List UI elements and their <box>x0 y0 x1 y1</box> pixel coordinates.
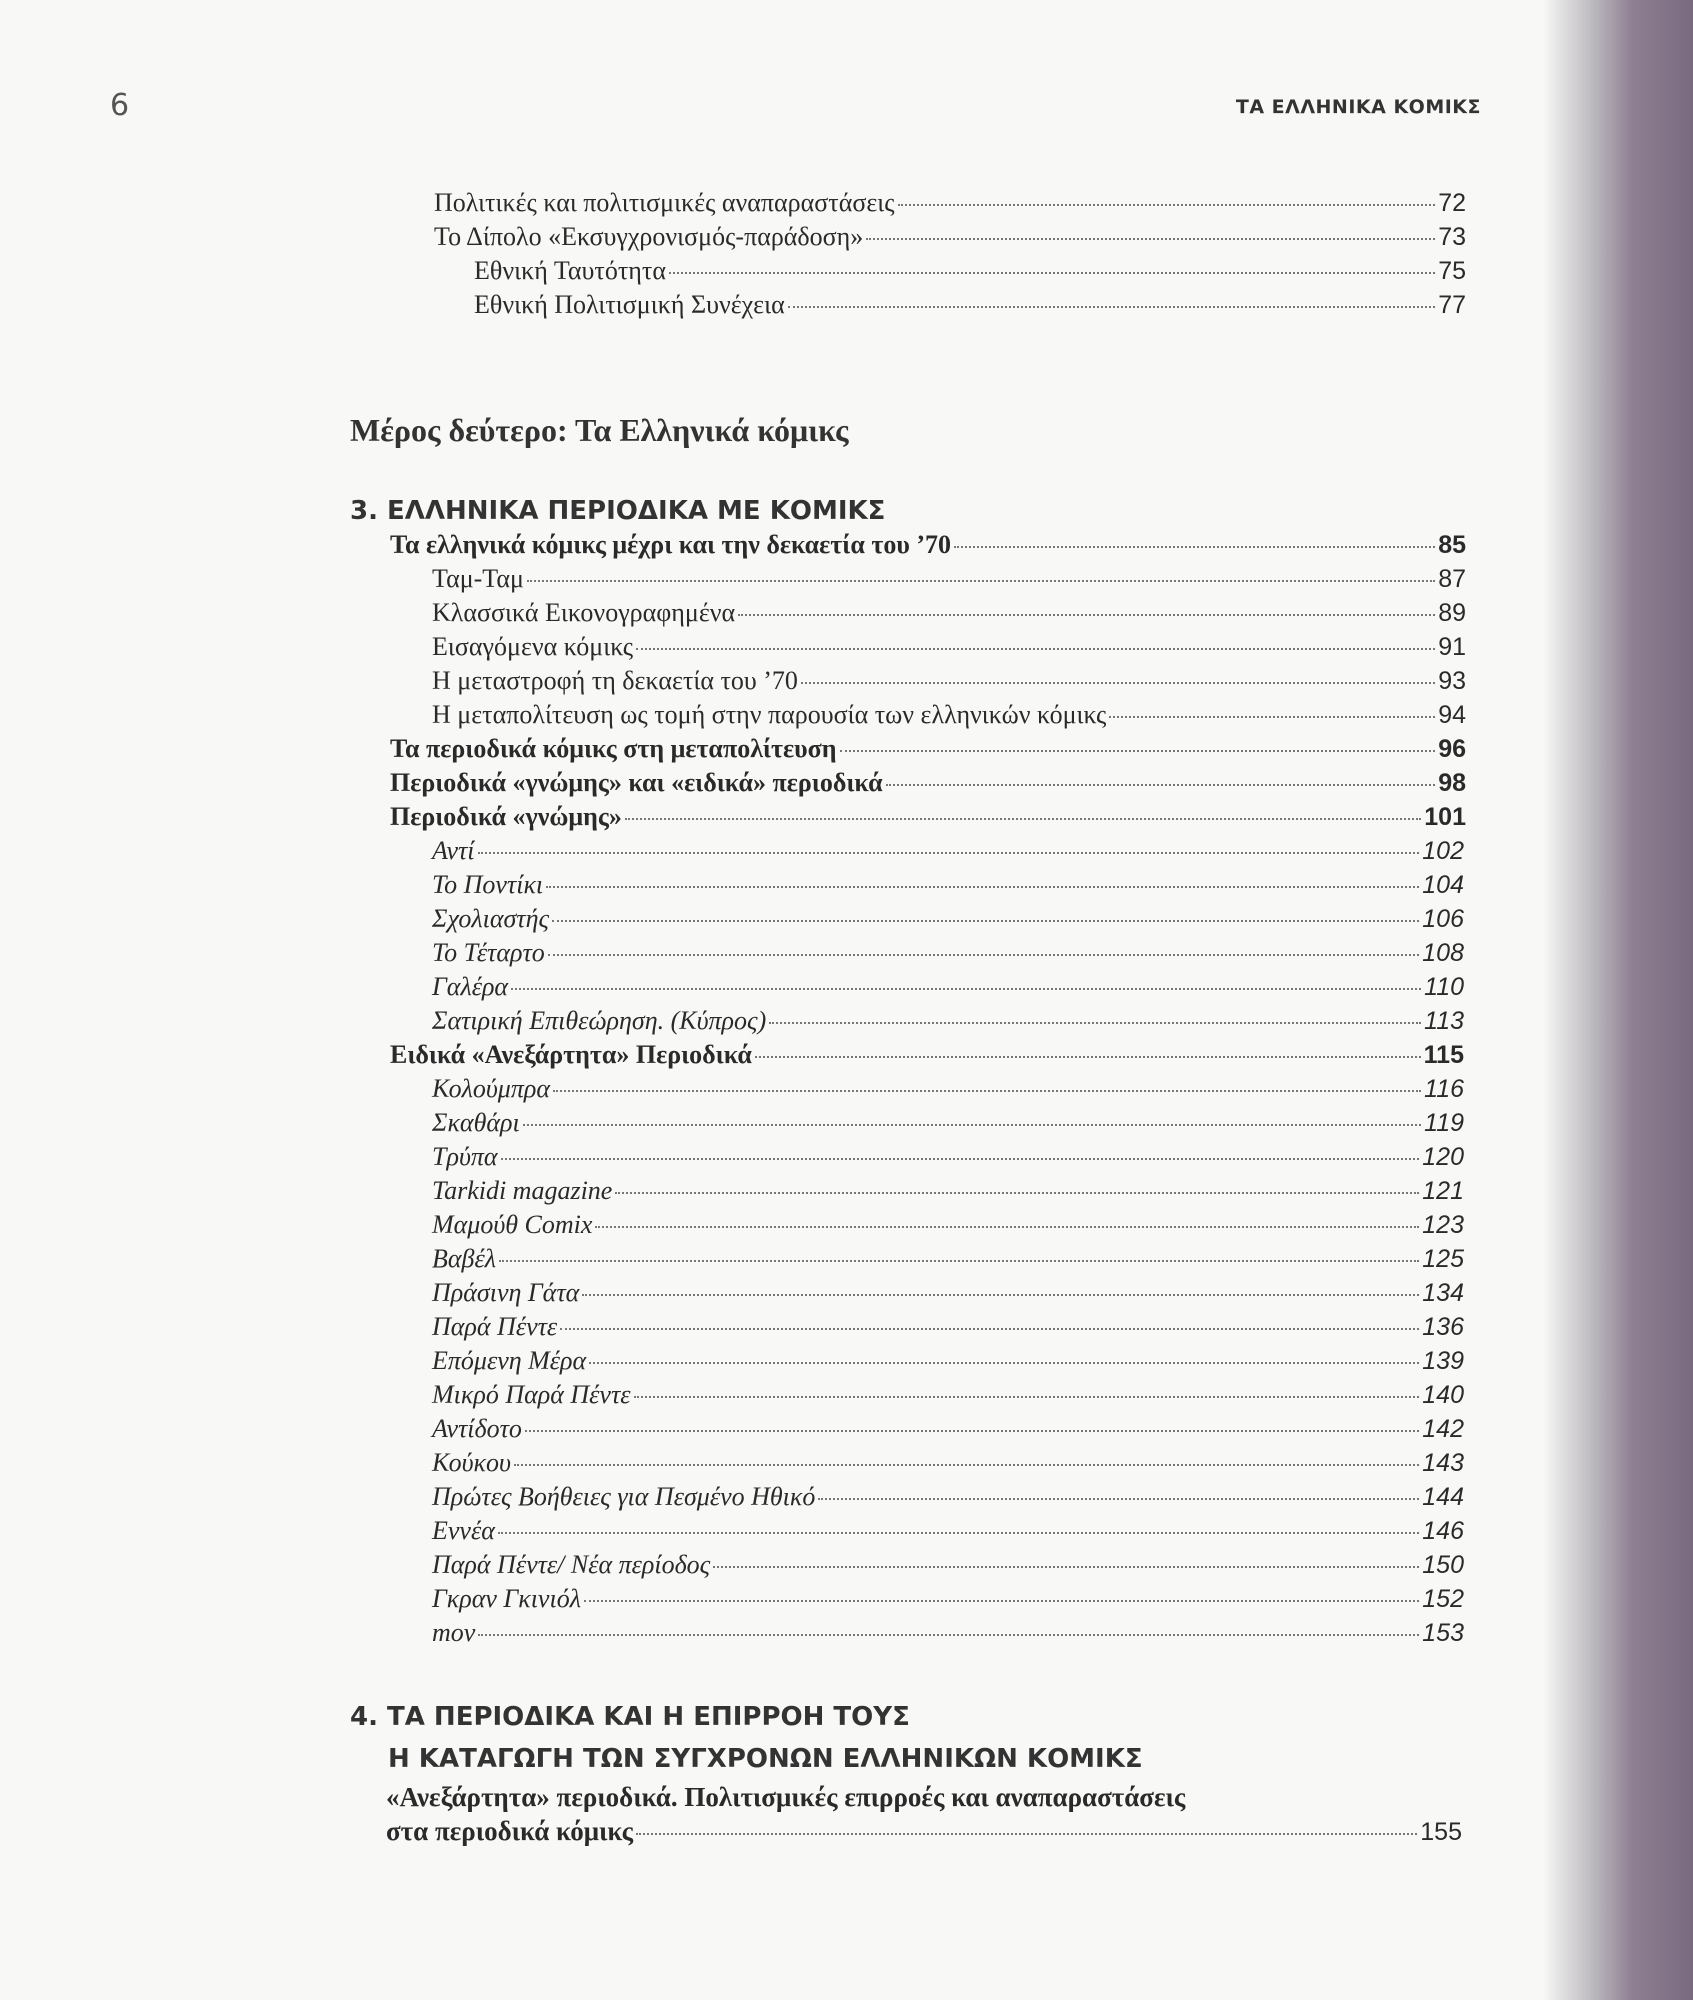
toc-entry-title: Εθνική Πολιτισμική Συνέχεια <box>474 290 785 319</box>
toc-entry-page: 77 <box>1438 291 1466 319</box>
toc-entry[interactable] <box>432 1550 1464 1584</box>
toc-entry-page: 134 <box>1422 1279 1464 1307</box>
toc-entry-page: 89 <box>1438 599 1466 627</box>
toc-entry-title: Μικρό Παρά Πέντε <box>432 1380 631 1409</box>
dot-leader <box>582 1294 1419 1296</box>
toc-entry-page: 115 <box>1423 1041 1464 1069</box>
toc-entry-title: Τα ελληνικά κόμικς μέχρι και την δεκαετία του ’70 <box>390 530 951 559</box>
chapter-4-subheading: Η ΚΑΤΑΓΩΓΗ ΤΩΝ ΣΥΓΧΡΟΝΩΝ ΕΛΛΗΝΙΚΩΝ ΚΟΜΙΚΣ <box>388 1744 1143 1774</box>
toc-entry[interactable] <box>432 1142 1464 1176</box>
toc-entry[interactable] <box>390 802 1466 836</box>
toc-entry-title: Tarkidi magazine <box>432 1176 613 1205</box>
running-title: ΤΑ ΕΛΛΗΝΙΚΑ ΚΟΜΙΚΣ <box>1235 96 1481 118</box>
toc-entry-title: Αντίδοτο <box>432 1414 522 1443</box>
toc-entry[interactable] <box>390 530 1466 564</box>
toc-entry-page: 73 <box>1438 223 1466 251</box>
toc-entry-title: Εννέα <box>432 1516 495 1545</box>
toc-entry[interactable] <box>432 1618 1464 1652</box>
toc-entry[interactable] <box>432 1006 1464 1040</box>
toc-entry-page: 121 <box>1422 1177 1464 1205</box>
toc-entry[interactable] <box>432 972 1464 1006</box>
dot-leader <box>523 1124 1421 1126</box>
toc-entry-title: Ταμ-Ταμ <box>432 564 524 593</box>
dot-leader <box>801 682 1435 684</box>
toc-entry-title: Κλασσικά Εικονογραφημένα <box>432 598 736 627</box>
toc-entry[interactable] <box>432 1448 1464 1482</box>
toc-entry[interactable] <box>432 1346 1464 1380</box>
toc-entry-page: 75 <box>1438 257 1466 285</box>
toc-entry-title: Σκαθάρι <box>432 1108 520 1137</box>
dot-leader <box>546 886 1419 888</box>
dot-leader <box>636 1833 1417 1835</box>
dot-leader <box>560 1328 1419 1330</box>
toc-entry[interactable] <box>432 1312 1464 1346</box>
toc-entry-page: 110 <box>1424 973 1464 1001</box>
toc-entry[interactable] <box>432 632 1466 666</box>
toc-entry-page: 85 <box>1438 531 1466 559</box>
toc-entry[interactable] <box>432 1108 1464 1142</box>
toc-entry-page: 106 <box>1422 905 1464 933</box>
dot-leader <box>595 1226 1419 1228</box>
toc-entry-page: 96 <box>1438 735 1466 763</box>
dot-leader <box>527 580 1435 582</box>
dot-leader <box>625 818 1421 820</box>
dot-leader <box>954 546 1435 548</box>
toc-entry-title: Εισαγόμενα κόμικς <box>432 632 634 661</box>
toc-entry-page: 142 <box>1422 1415 1464 1443</box>
toc-entry-title: στα περιοδικά κόμικς <box>386 1816 634 1846</box>
toc-entry-page: 123 <box>1422 1211 1464 1239</box>
toc-entry-title: Γαλέρα <box>432 972 509 1001</box>
toc-entry-title: Επόμενη Μέρα <box>432 1346 587 1375</box>
dot-leader <box>615 1192 1419 1194</box>
dot-leader <box>499 1260 1419 1262</box>
dot-leader <box>636 648 1435 650</box>
dot-leader <box>511 988 1421 990</box>
toc-entry[interactable] <box>432 1414 1464 1448</box>
toc-entry-page: 104 <box>1422 871 1464 899</box>
toc-entry-title: Η μεταστροφή τη δεκαετία του ’70 <box>432 666 798 695</box>
toc-entry-title: Πράσινη Γάτα <box>432 1278 580 1307</box>
toc-entry[interactable] <box>432 1380 1464 1414</box>
toc-entry[interactable] <box>390 768 1466 802</box>
toc-entry[interactable] <box>432 1210 1464 1244</box>
toc-entry[interactable] <box>432 1244 1464 1278</box>
toc-entry-title: Το Δίπολο «Εκσυγχρονισμός-παράδοση» <box>434 222 864 251</box>
toc-entry[interactable] <box>432 1516 1464 1550</box>
part-title: Μέρος δεύτερο: Τα Ελληνικά κόμικς <box>350 412 849 448</box>
toc-entry[interactable] <box>432 1278 1464 1312</box>
toc-entry[interactable] <box>432 904 1464 938</box>
toc-entry[interactable] <box>474 290 1466 324</box>
toc-entry[interactable] <box>432 1176 1464 1210</box>
toc-entry[interactable] <box>432 1584 1464 1618</box>
toc-entry-title: Βαβέλ <box>432 1244 496 1273</box>
toc-entry-page: 108 <box>1422 939 1464 967</box>
dot-leader <box>553 1090 1421 1092</box>
dot-leader <box>866 238 1435 240</box>
toc-entry[interactable] <box>432 598 1466 632</box>
toc-entry[interactable] <box>434 222 1466 256</box>
toc-entry[interactable] <box>432 666 1466 700</box>
toc-entry-page: 144 <box>1422 1483 1464 1511</box>
toc-entry-title: Μαμούθ Comix <box>432 1210 593 1239</box>
toc-entry-title-line1: «Ανεξάρτητα» περιοδικά. Πολιτισμικές επιρροές και αναπαραστάσεις <box>386 1782 1186 1812</box>
toc-entry-page: 93 <box>1438 667 1466 695</box>
toc-entry-page: 72 <box>1438 189 1466 217</box>
toc-entry-page: 116 <box>1424 1075 1464 1103</box>
dot-leader <box>634 1396 1420 1398</box>
dot-leader <box>840 750 1436 752</box>
toc-entry-page: 143 <box>1422 1449 1464 1477</box>
toc-entry-title: Το Ποντίκι <box>432 870 544 899</box>
dot-leader <box>548 954 1419 956</box>
dot-leader <box>498 1532 1419 1534</box>
toc-entry-title: Παρά Πέντε/ Νέα περίοδος <box>432 1550 711 1579</box>
toc-entry[interactable] <box>390 734 1466 768</box>
toc-entry-page: 139 <box>1422 1347 1464 1375</box>
toc-entry-title: Ειδικά «Ανεξάρτητα» Περιοδικά <box>390 1040 752 1069</box>
toc-entry-page: 87 <box>1438 565 1466 593</box>
toc-entry-title: Περιοδικά «γνώμης» <box>390 802 622 831</box>
toc-entry-title: Σατιρική Επιθεώρηση. (Κύπρος) <box>432 1006 767 1035</box>
toc-entry[interactable] <box>432 938 1464 972</box>
dot-leader <box>514 1464 1419 1466</box>
dot-leader <box>818 1498 1419 1500</box>
toc-entry[interactable] <box>432 1482 1464 1516</box>
toc-entry[interactable] <box>432 700 1466 734</box>
toc-entry-page: 152 <box>1422 1585 1464 1613</box>
toc-entry-page: 101 <box>1424 803 1466 831</box>
toc-entry-title: Το Τέταρτο <box>432 938 545 967</box>
toc-entry-page: 136 <box>1422 1313 1464 1341</box>
toc-entry[interactable] <box>390 1040 1464 1074</box>
toc-entry-page: 153 <box>1422 1619 1464 1647</box>
dot-leader <box>755 1056 1421 1058</box>
dot-leader <box>788 306 1435 308</box>
toc-entry-page: 113 <box>1424 1007 1464 1035</box>
toc-entry-title: Πρώτες Βοήθειες για Πεσμένο Ηθικό <box>432 1482 816 1511</box>
toc-entry-page: 119 <box>1424 1109 1464 1137</box>
toc-entry-page: 150 <box>1422 1551 1464 1579</box>
dot-leader <box>584 1600 1419 1602</box>
toc-entry[interactable] <box>474 256 1466 290</box>
toc-entry-title: mov <box>432 1618 476 1647</box>
dot-leader <box>738 614 1435 616</box>
toc-entry-page: 146 <box>1422 1517 1464 1545</box>
toc-entry-title: Παρά Πέντε <box>432 1312 558 1341</box>
toc-entry[interactable] <box>432 870 1464 904</box>
dot-leader <box>669 272 1435 274</box>
toc-entry-title: Σχολιαστής <box>432 904 550 933</box>
toc-entry-title: Τα περιοδικά κόμικς στη μεταπολίτευση <box>390 734 837 763</box>
dot-leader <box>501 1158 1420 1160</box>
toc-entry-page: 140 <box>1422 1381 1464 1409</box>
dot-leader <box>552 920 1419 922</box>
toc-entry[interactable] <box>432 1074 1464 1108</box>
toc-entry[interactable] <box>386 1816 1462 1850</box>
toc-entry-title: Κολούμπρα <box>432 1074 550 1103</box>
toc-entry-page: 94 <box>1438 701 1466 729</box>
toc-entry-title: Αντί <box>432 836 475 865</box>
page-edge-shadow <box>1543 0 1693 2000</box>
dot-leader <box>886 784 1436 786</box>
dot-leader <box>769 1022 1421 1024</box>
chapter-3-heading: 3. ΕΛΛΗΝΙΚΑ ΠΕΡΙΟΔΙΚΑ ΜΕ ΚΟΜΙΚΣ <box>350 496 886 526</box>
dot-leader <box>525 1430 1419 1432</box>
toc-entry-title: Κούκου <box>432 1448 511 1477</box>
toc-entry-page: 125 <box>1422 1245 1464 1273</box>
toc-entry[interactable] <box>434 188 1466 222</box>
toc-entry-page: 98 <box>1438 769 1466 797</box>
dot-leader <box>898 204 1436 206</box>
dot-leader <box>478 1634 1419 1636</box>
toc-entry-page: 102 <box>1422 837 1464 865</box>
dot-leader <box>589 1362 1419 1364</box>
toc-entry[interactable] <box>432 564 1466 598</box>
dot-leader <box>1109 716 1435 718</box>
page-number: 6 <box>110 88 130 123</box>
toc-entry-title: Περιοδικά «γνώμης» και «ειδικά» περιοδικά <box>390 768 883 797</box>
chapter-4-heading: 4. ΤΑ ΠΕΡΙΟΔΙΚΑ ΚΑΙ Η ΕΠΙΡΡΟΗ ΤΟΥΣ <box>350 1702 910 1732</box>
toc-entry-title: Γκραν Γκινιόλ <box>432 1584 581 1613</box>
toc-entry-page: 120 <box>1422 1143 1464 1171</box>
toc-entry-title: Η μεταπολίτευση ως τομή στην παρουσία των ελληνικών κόμικς <box>432 700 1107 729</box>
toc-entry[interactable] <box>432 836 1464 870</box>
toc-entry-page: 91 <box>1438 633 1466 661</box>
dot-leader <box>713 1566 1419 1568</box>
toc-entry-page: 155 <box>1420 1818 1462 1846</box>
toc-entry-title: Τρύπα <box>432 1142 498 1171</box>
toc-entry-title: Πολιτικές και πολιτισμικές αναπαραστάσεις <box>434 188 895 217</box>
dot-leader <box>478 852 1420 854</box>
toc-entry-title: Εθνική Ταυτότητα <box>474 256 666 285</box>
